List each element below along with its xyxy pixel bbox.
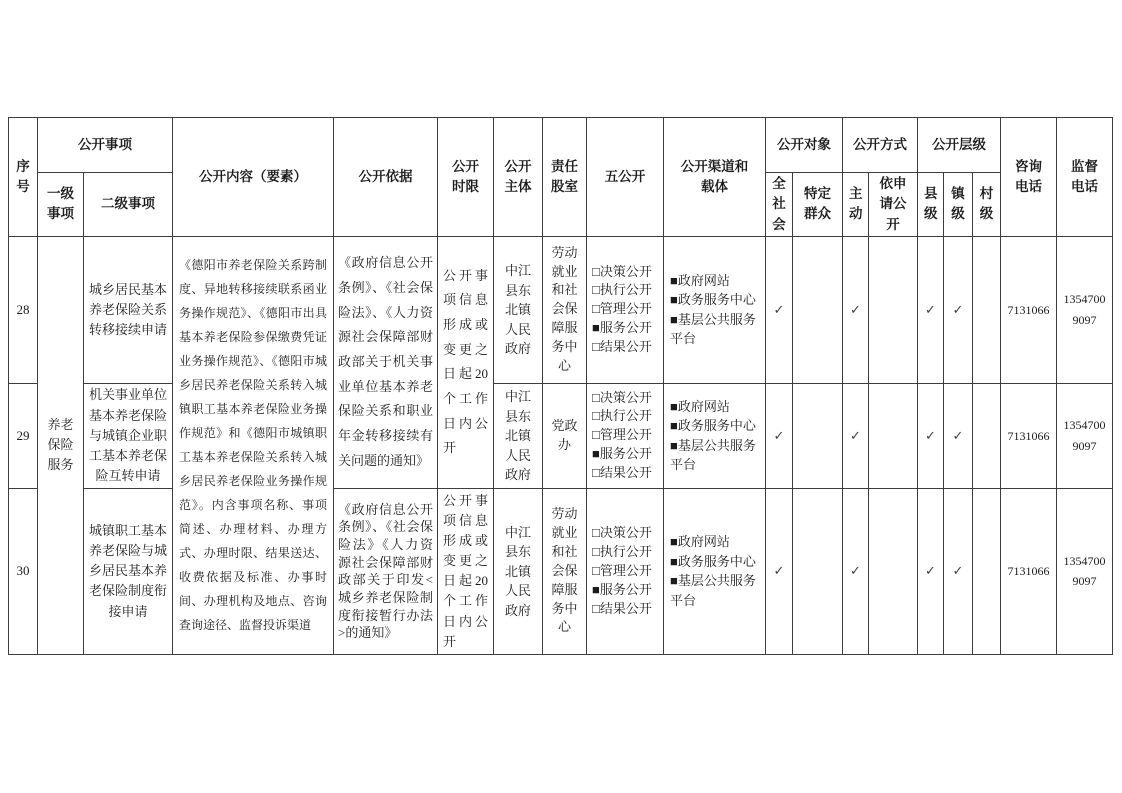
checkbox-option: □决策公开 — [592, 525, 652, 541]
cell-five-disclosure-30 — [587, 488, 664, 654]
checkbox-option: □管理公开 — [592, 562, 652, 578]
checkbox-option: □管理公开 — [592, 427, 652, 443]
cell-level2-item-29: 机关事业单位基本养老保险与城镇企业职工基本养老保险互转申请 — [84, 383, 173, 488]
cell-level-town-30: ✓ — [944, 488, 973, 654]
header-target-group: 公开对象 — [766, 118, 843, 173]
cell-five-disclosure-29 — [587, 383, 664, 488]
channel-option: ■政府网站 — [670, 534, 730, 550]
cell-time-28-29: 公开事项信息形成或变更之日起20个工作日内公开 — [438, 236, 494, 488]
cell-content-merged: 《德阳市养老保险关系跨制度、异地转移接续联系函业务操作规范》、《德阳市出具基本养老保险参保缴费凭证业务操作规范》、《德阳市城乡居民养老保险关系转入城镇职工基本养老保险业务操作规范》和《德阳市城镇职工基本养老保险关系转入城乡居民养老保险业务操作规范》。内含事项名称、事项简述、办理材料、办理方式、办理时限、结果送达、收费依据及标准、办事时间、办理机构及地点、咨询查询途径、监督投诉渠道 — [173, 236, 334, 654]
cell-dept-28: 劳动就业和社会保障服务中心 — [543, 236, 587, 383]
cell-mode-request-30 — [869, 488, 918, 654]
header-disclosure-item-group: 公开事项 — [38, 118, 173, 173]
cell-mode-active-28: ✓ — [843, 236, 869, 383]
cell-channels-29 — [664, 383, 766, 488]
channel-option: ■基层公共服务平台 — [670, 573, 756, 608]
header-basis: 公开依据 — [334, 118, 438, 237]
cell-mode-active-29: ✓ — [843, 383, 869, 488]
cell-level-county-30: ✓ — [918, 488, 944, 654]
header-dept: 责任股室 — [543, 118, 587, 237]
checkbox-option: □结果公开 — [592, 600, 652, 616]
cell-mode-request-28 — [869, 236, 918, 383]
header-time-limit: 公开时限 — [438, 118, 494, 237]
checkbox-option: □决策公开 — [592, 263, 652, 279]
cell-level-county-29: ✓ — [918, 383, 944, 488]
header-mode-group: 公开方式 — [843, 118, 918, 173]
checkbox-option: □管理公开 — [592, 301, 652, 317]
checkbox-option: □执行公开 — [592, 408, 652, 424]
cell-level-town-29: ✓ — [944, 383, 973, 488]
channel-option: ■基层公共服务平台 — [670, 437, 756, 473]
cell-level2-item-30: 城镇职工基本养老保险与城乡居民基本养老保险制度衔接申请 — [84, 488, 173, 654]
cell-level2-item-28: 城乡居民基本养老保险关系转移接续申请 — [84, 236, 173, 383]
cell-level1-item: 养老保险服务 — [38, 236, 84, 654]
cell-supervise-phone-28: 13547009097 — [1057, 236, 1113, 383]
cell-supervise-phone-29: 13547009097 — [1057, 383, 1113, 488]
cell-consult-phone-29: 7131066 — [1001, 383, 1057, 488]
header-level1-item: 一级事项 — [38, 173, 84, 237]
checkbox-option: □结果公开 — [592, 465, 652, 481]
channel-option: ■政务服务中心 — [670, 418, 756, 434]
cell-target-all-30: ✓ — [766, 488, 793, 654]
cell-channels-28 — [664, 236, 766, 383]
cell-target-specific-28 — [793, 236, 843, 383]
cell-subject-30: 中江县东北镇人民政府 — [494, 488, 543, 654]
cell-basis-28-29: 《政府信息公开条例》、《社会保险法》、《人力资源社会保障部财政部关于机关事业单位基本养老保险关系和职业年金转移接续有关问题的通知》 — [334, 236, 438, 488]
cell-dept-30: 劳动就业和社会保障服务中心 — [543, 488, 587, 654]
cell-five-disclosure-28 — [587, 236, 664, 383]
header-subject: 公开主体 — [494, 118, 543, 237]
cell-subject-28: 中江县东北镇人民政府 — [494, 236, 543, 383]
cell-target-specific-30 — [793, 488, 843, 654]
header-serial: 序号 — [9, 118, 38, 237]
cell-dept-29: 党政办 — [543, 383, 587, 488]
checkbox-option: ■服务公开 — [592, 320, 652, 336]
header-five-disclosure: 五公开 — [587, 118, 664, 237]
checkbox-option: □执行公开 — [592, 544, 652, 560]
checkbox-option: ■服务公开 — [592, 446, 652, 462]
header-level-village: 村级 — [973, 173, 1001, 237]
table-row-28 — [9, 236, 1113, 383]
header-consult-phone: 咨询电话 — [1001, 118, 1057, 237]
cell-target-specific-29 — [793, 383, 843, 488]
channel-option: ■政府网站 — [670, 398, 730, 414]
cell-supervise-phone-30: 13547009097 — [1057, 488, 1113, 654]
header-mode-request: 依申请公开 — [869, 173, 918, 237]
cell-basis-30: 《政府信息公开条例》、《社会保险法》《人力资源社会保障部财政部关于印发<城乡养老保险制度衔接暂行办法>的通知》 — [334, 488, 438, 654]
header-level-group: 公开层级 — [918, 118, 1001, 173]
cell-target-all-28: ✓ — [766, 236, 793, 383]
cell-level-village-28 — [973, 236, 1001, 383]
header-channel: 公开渠道和载体 — [664, 118, 766, 237]
cell-mode-active-30: ✓ — [843, 488, 869, 654]
channel-option: ■政务服务中心 — [670, 292, 756, 308]
channel-option: ■政务服务中心 — [670, 553, 756, 569]
header-target-all: 全社会 — [766, 173, 793, 237]
cell-time-30: 公开事项信息形成或变更之日起20个工作日内公开 — [438, 488, 494, 654]
cell-level-county-28: ✓ — [918, 236, 944, 383]
cell-consult-phone-30: 7131066 — [1001, 488, 1057, 654]
header-target-specific: 特定群众 — [793, 173, 843, 237]
header-level-county: 县级 — [918, 173, 944, 237]
header-content: 公开内容（要素） — [173, 118, 334, 237]
header-level-town: 镇级 — [944, 173, 973, 237]
checkbox-option: □结果公开 — [592, 339, 652, 355]
header-supervise-phone: 监督电话 — [1057, 118, 1113, 237]
cell-subject-29: 中江县东北镇人民政府 — [494, 383, 543, 488]
checkbox-option: □决策公开 — [592, 389, 652, 405]
checkbox-option: □执行公开 — [592, 282, 652, 298]
cell-level-town-28: ✓ — [944, 236, 973, 383]
channel-option: ■基层公共服务平台 — [670, 311, 756, 347]
cell-target-all-29: ✓ — [766, 383, 793, 488]
disclosure-table — [8, 117, 1113, 655]
channel-option: ■政府网站 — [670, 272, 730, 288]
cell-serial-29: 29 — [9, 383, 38, 488]
disclosure-table-sheet — [8, 117, 1113, 655]
cell-level-village-30 — [973, 488, 1001, 654]
header-level2-item: 二级事项 — [84, 173, 173, 237]
cell-consult-phone-28: 7131066 — [1001, 236, 1057, 383]
checkbox-option: ■服务公开 — [592, 581, 652, 597]
cell-channels-30 — [664, 488, 766, 654]
header-mode-active: 主动 — [843, 173, 869, 237]
cell-level-village-29 — [973, 383, 1001, 488]
cell-serial-28: 28 — [9, 236, 38, 383]
cell-mode-request-29 — [869, 383, 918, 488]
cell-serial-30: 30 — [9, 488, 38, 654]
